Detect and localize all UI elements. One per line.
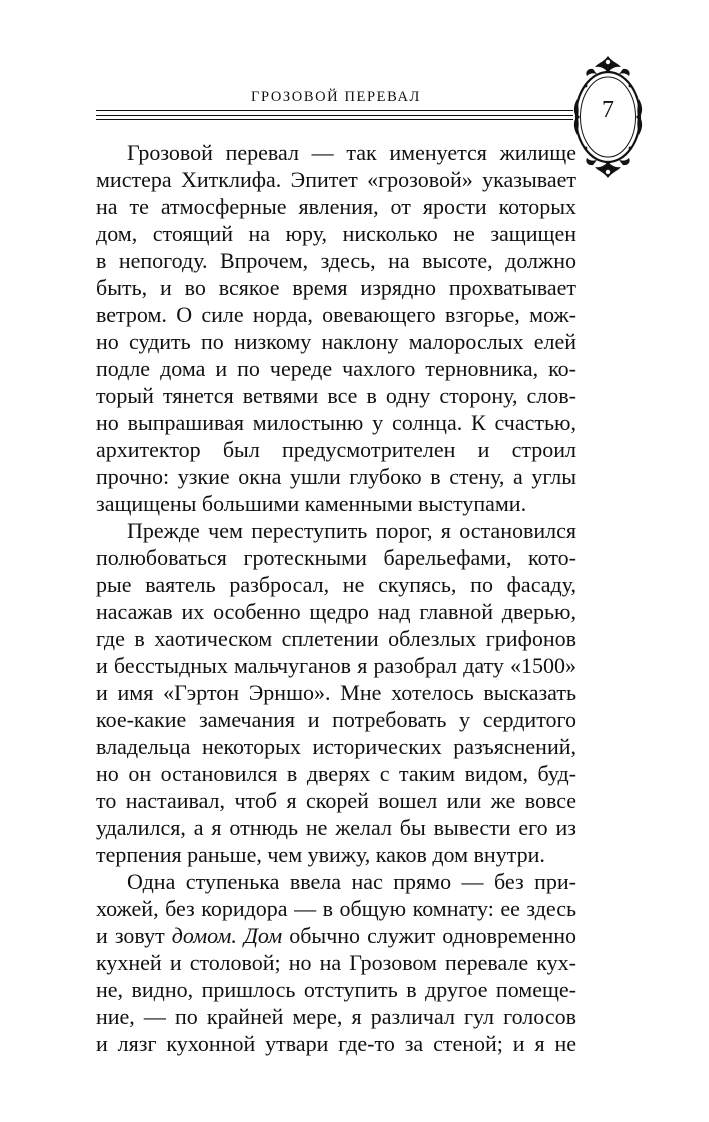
text-line: Грозовой перевал — так именуется жилище bbox=[127, 140, 576, 165]
text-line: торый тянется ветвями все в одну сторону, слов- bbox=[96, 383, 576, 408]
text-line: прочно: узкие окна ушли глубоко в стену, а углы bbox=[96, 464, 576, 489]
italic-word-domom: домом. bbox=[171, 923, 237, 948]
italic-word-dom: Дом bbox=[243, 923, 283, 948]
text-line: и бесстыдных мальчуганов я разобрал дату «1500» bbox=[96, 653, 576, 678]
text-segment bbox=[237, 923, 244, 948]
text-line: на те атмосферные явления, от ярости которых bbox=[96, 194, 576, 219]
text-line: и лязг кухонной утвари где-то за стеной; и я не bbox=[96, 1031, 576, 1056]
text-line: терпения раньше, чем увижу, каков дом внутри. bbox=[96, 842, 545, 867]
text-line: ветром. О силе норда, овевающего взгорье, мож- bbox=[96, 302, 576, 327]
text-line: рые ваятель разбросал, не скупясь, по фасаду, bbox=[96, 572, 576, 597]
text-line: но выпрашивая милостыню у солнца. К счастью, bbox=[96, 410, 576, 435]
header-rule-top bbox=[96, 110, 580, 111]
paragraph-1 bbox=[96, 139, 576, 517]
text-line: архитектор был предусмотрителен и строил bbox=[96, 437, 576, 462]
text-line: где в хаотическом сплетении облезлых грифонов bbox=[96, 626, 576, 651]
text-line: не, видно, пришлось отступить в другое помеще- bbox=[96, 977, 576, 1002]
text-line: Прежде чем переступить порог, я остановился bbox=[127, 518, 576, 543]
text-line: но он остановился в дверях с таким видом, буд- bbox=[96, 761, 576, 786]
text-line: насажав их особенно щедро над главной дверью, bbox=[96, 599, 576, 624]
text-line: и имя «Гэртон Эрншо». Мне хотелось высказать bbox=[96, 680, 576, 705]
header-rule-bottom bbox=[96, 119, 580, 120]
text-line: кое-какие замечания и потребовать у сердитого bbox=[96, 707, 576, 732]
text-line: Одна ступенька ввела нас прямо — без при- bbox=[127, 869, 576, 894]
text-line: хожей, без коридора — в общую комнату: ее здесь bbox=[96, 896, 576, 921]
text-line: защищены большими каменными выступами. bbox=[96, 491, 527, 516]
text-line: подле дома и по череде чахлого терновника, ко- bbox=[96, 356, 576, 381]
text-segment: обычно служит одновременно bbox=[282, 923, 577, 948]
text-line: полюбоваться гротескными барельефами, кото- bbox=[96, 545, 576, 570]
text-line: удалился, а я отнюдь не желал бы вывести его из bbox=[96, 815, 576, 840]
text-line: ние, — по крайней мере, я различал гул голосов bbox=[96, 1004, 576, 1029]
text-segment: и зовут bbox=[96, 923, 172, 948]
header-rule-middle bbox=[96, 115, 580, 116]
text-line: владельца некоторых исторических разъяснений, bbox=[96, 734, 576, 759]
text-line: мистера Хитклифа. Эпитет «грозовой» указывает bbox=[96, 167, 576, 192]
page-number: 7 bbox=[602, 97, 614, 123]
paragraph-2 bbox=[96, 517, 576, 868]
text-line: быть, и во всякое время изрядно прохватывает bbox=[96, 275, 576, 300]
text-line: то настаивал, чтоб я скорей вошел или же вовсе bbox=[96, 788, 576, 813]
body-text bbox=[96, 139, 576, 1057]
running-title: ГРОЗОВОЙ ПЕРЕВАЛ bbox=[251, 89, 421, 105]
paragraph-3 bbox=[96, 868, 576, 1057]
text-line: но судить по низкому наклону малорослых елей bbox=[96, 329, 576, 354]
text-line: в непогоду. Впрочем, здесь, на высоте, должно bbox=[96, 248, 576, 273]
text-line: кухней и столовой; но на Грозовом перевале кух- bbox=[96, 950, 576, 975]
text-line bbox=[96, 922, 576, 949]
text-line: дом, стоящий на юру, нисколько не защищен bbox=[96, 221, 576, 246]
